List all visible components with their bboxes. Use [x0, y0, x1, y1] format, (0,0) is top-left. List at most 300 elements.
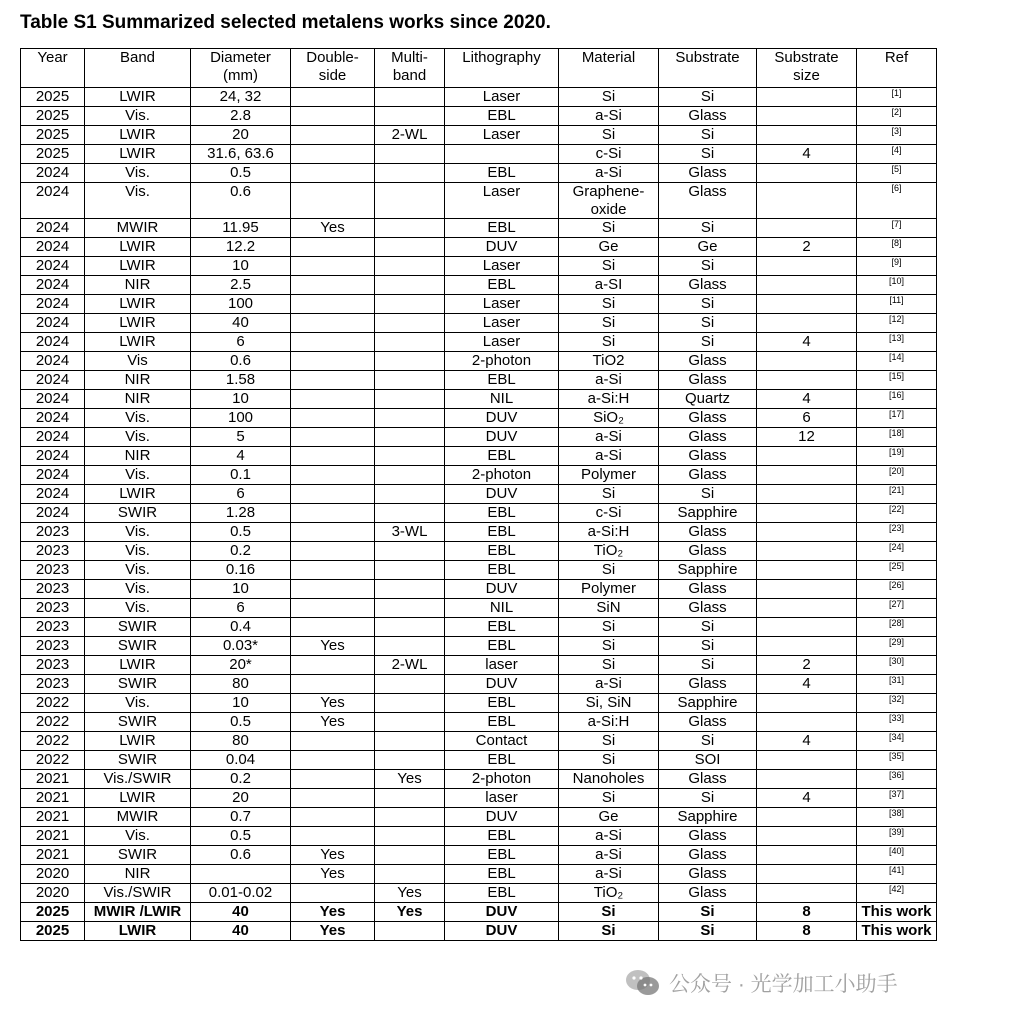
- header-year: Year: [21, 49, 85, 88]
- cell-double-side: [291, 314, 375, 333]
- cell-material: a-SI: [559, 276, 659, 295]
- cell-year: 2022: [21, 694, 85, 713]
- cell-double-side: [291, 409, 375, 428]
- table-row: [21, 409, 937, 428]
- wechat-icon: [625, 968, 661, 998]
- cell-lithography: DUV: [445, 808, 559, 827]
- metalens-table: [20, 48, 937, 941]
- cell-substrate-size: [757, 276, 857, 295]
- cell-double-side: [291, 732, 375, 751]
- cell-ref: [4]: [857, 145, 937, 164]
- cell-ref: [10]: [857, 276, 937, 295]
- cell-substrate-size: [757, 580, 857, 599]
- cell-substrate: Glass: [659, 428, 757, 447]
- cell-lithography: EBL: [445, 865, 559, 884]
- cell-year: 2023: [21, 675, 85, 694]
- cell-multi-band: [375, 713, 445, 732]
- cell-substrate-size: 6: [757, 409, 857, 428]
- cell-band: LWIR: [85, 88, 191, 107]
- cell-multi-band: [375, 238, 445, 257]
- cell-ref: [7]: [857, 219, 937, 238]
- cell-diameter: 6: [191, 599, 291, 618]
- cell-band: SWIR: [85, 618, 191, 637]
- cell-material: Nanoholes: [559, 770, 659, 789]
- cell-band: Vis.: [85, 580, 191, 599]
- cell-ref: [5]: [857, 164, 937, 183]
- cell-double-side: Yes: [291, 846, 375, 865]
- cell-diameter: 0.5: [191, 523, 291, 542]
- cell-year: 2024: [21, 238, 85, 257]
- table-row: [21, 504, 937, 523]
- cell-multi-band: [375, 846, 445, 865]
- cell-double-side: Yes: [291, 637, 375, 656]
- cell-substrate: Glass: [659, 542, 757, 561]
- cell-diameter: 0.2: [191, 770, 291, 789]
- cell-band: LWIR: [85, 485, 191, 504]
- cell-substrate: Si: [659, 637, 757, 656]
- cell-lithography: DUV: [445, 485, 559, 504]
- cell-year: 2020: [21, 865, 85, 884]
- cell-multi-band: 3-WL: [375, 523, 445, 542]
- table-row: [21, 145, 937, 164]
- cell-ref: This work: [857, 922, 937, 941]
- cell-ref: [24]: [857, 542, 937, 561]
- cell-double-side: Yes: [291, 903, 375, 922]
- cell-substrate-size: [757, 770, 857, 789]
- cell-substrate-size: [757, 164, 857, 183]
- cell-lithography: Laser: [445, 314, 559, 333]
- cell-year: 2024: [21, 295, 85, 314]
- table-body: [21, 88, 937, 941]
- header-double-side: Double-side: [291, 49, 375, 88]
- cell-double-side: [291, 352, 375, 371]
- cell-material: Si, SiN: [559, 694, 659, 713]
- cell-material: c-Si: [559, 145, 659, 164]
- cell-year: 2020: [21, 884, 85, 903]
- cell-lithography: NIL: [445, 390, 559, 409]
- cell-band: LWIR: [85, 656, 191, 675]
- cell-double-side: [291, 145, 375, 164]
- table-row: [21, 713, 937, 732]
- cell-multi-band: [375, 333, 445, 352]
- header-band: Band: [85, 49, 191, 88]
- cell-substrate-size: 4: [757, 390, 857, 409]
- cell-substrate-size: [757, 523, 857, 542]
- cell-year: 2022: [21, 713, 85, 732]
- cell-band: LWIR: [85, 126, 191, 145]
- cell-multi-band: [375, 599, 445, 618]
- cell-lithography: DUV: [445, 238, 559, 257]
- cell-substrate: Si: [659, 257, 757, 276]
- cell-multi-band: [375, 675, 445, 694]
- cell-substrate: Si: [659, 295, 757, 314]
- cell-year: 2023: [21, 580, 85, 599]
- cell-diameter: 0.16: [191, 561, 291, 580]
- cell-lithography: DUV: [445, 409, 559, 428]
- cell-double-side: [291, 295, 375, 314]
- cell-material: Si: [559, 295, 659, 314]
- cell-lithography: NIL: [445, 599, 559, 618]
- cell-lithography: Laser: [445, 295, 559, 314]
- cell-diameter: 10: [191, 390, 291, 409]
- cell-double-side: [291, 599, 375, 618]
- cell-substrate-size: [757, 884, 857, 903]
- cell-multi-band: [375, 732, 445, 751]
- cell-band: NIR: [85, 276, 191, 295]
- cell-year: 2023: [21, 523, 85, 542]
- cell-multi-band: [375, 542, 445, 561]
- table-row: [21, 466, 937, 485]
- cell-substrate-size: [757, 466, 857, 485]
- cell-diameter: 0.1: [191, 466, 291, 485]
- table-row: [21, 789, 937, 808]
- cell-substrate-size: 12: [757, 428, 857, 447]
- cell-ref: [42]: [857, 884, 937, 903]
- cell-diameter: 11.95: [191, 219, 291, 238]
- cell-band: Vis.: [85, 542, 191, 561]
- cell-material: SiN: [559, 599, 659, 618]
- cell-material: Si: [559, 618, 659, 637]
- cell-double-side: [291, 88, 375, 107]
- table-row: [21, 846, 937, 865]
- table-row: [21, 675, 937, 694]
- cell-multi-band: [375, 371, 445, 390]
- table-row: [21, 126, 937, 145]
- cell-band: Vis./SWIR: [85, 770, 191, 789]
- cell-multi-band: [375, 865, 445, 884]
- cell-diameter: 40: [191, 922, 291, 941]
- table-row: [21, 257, 937, 276]
- table-row: [21, 808, 937, 827]
- cell-ref: [1]: [857, 88, 937, 107]
- cell-ref: [37]: [857, 789, 937, 808]
- cell-ref: [9]: [857, 257, 937, 276]
- cell-ref: [31]: [857, 675, 937, 694]
- cell-substrate-size: [757, 504, 857, 523]
- cell-substrate-size: [757, 561, 857, 580]
- cell-substrate: Glass: [659, 770, 757, 789]
- cell-diameter: 40: [191, 314, 291, 333]
- cell-band: LWIR: [85, 922, 191, 941]
- cell-year: 2023: [21, 656, 85, 675]
- cell-material: Si: [559, 333, 659, 352]
- cell-band: SWIR: [85, 846, 191, 865]
- cell-diameter: 24, 32: [191, 88, 291, 107]
- table-row: [21, 333, 937, 352]
- cell-substrate-size: 4: [757, 333, 857, 352]
- cell-double-side: [291, 618, 375, 637]
- cell-substrate-size: [757, 314, 857, 333]
- table-row: [21, 542, 937, 561]
- cell-material: Ge: [559, 238, 659, 257]
- cell-year: 2021: [21, 789, 85, 808]
- cell-diameter: 10: [191, 694, 291, 713]
- cell-material: a-Si: [559, 107, 659, 126]
- cell-year: 2024: [21, 371, 85, 390]
- cell-material: TiO2: [559, 352, 659, 371]
- cell-material: a-Si: [559, 428, 659, 447]
- cell-multi-band: 2-WL: [375, 126, 445, 145]
- table-row: [21, 447, 937, 466]
- cell-lithography: DUV: [445, 675, 559, 694]
- cell-ref: [27]: [857, 599, 937, 618]
- cell-year: 2023: [21, 542, 85, 561]
- cell-lithography: DUV: [445, 580, 559, 599]
- cell-lithography: EBL: [445, 618, 559, 637]
- cell-double-side: [291, 504, 375, 523]
- table-row: [21, 390, 937, 409]
- cell-substrate-size: [757, 751, 857, 770]
- cell-ref: [32]: [857, 694, 937, 713]
- cell-double-side: Yes: [291, 865, 375, 884]
- cell-band: LWIR: [85, 314, 191, 333]
- header-multi-band: Multi-band: [375, 49, 445, 88]
- table-row: [21, 164, 937, 183]
- cell-double-side: [291, 390, 375, 409]
- cell-substrate: Glass: [659, 846, 757, 865]
- cell-substrate: Glass: [659, 183, 757, 219]
- cell-substrate-size: [757, 295, 857, 314]
- cell-multi-band: [375, 295, 445, 314]
- cell-band: LWIR: [85, 257, 191, 276]
- cell-ref: [12]: [857, 314, 937, 333]
- cell-substrate: SOI: [659, 751, 757, 770]
- cell-double-side: Yes: [291, 694, 375, 713]
- cell-lithography: Contact: [445, 732, 559, 751]
- cell-material: a-Si: [559, 827, 659, 846]
- cell-substrate: Glass: [659, 352, 757, 371]
- cell-band: SWIR: [85, 637, 191, 656]
- cell-double-side: [291, 827, 375, 846]
- cell-material: a-Si: [559, 865, 659, 884]
- cell-double-side: [291, 238, 375, 257]
- cell-multi-band: [375, 257, 445, 276]
- cell-substrate: Quartz: [659, 390, 757, 409]
- cell-substrate-size: 4: [757, 732, 857, 751]
- cell-double-side: [291, 428, 375, 447]
- cell-diameter: 2.8: [191, 107, 291, 126]
- cell-multi-band: [375, 637, 445, 656]
- cell-year: 2025: [21, 107, 85, 126]
- cell-lithography: DUV: [445, 903, 559, 922]
- cell-ref: [36]: [857, 770, 937, 789]
- table-row: [21, 922, 937, 941]
- cell-year: 2023: [21, 618, 85, 637]
- table-row: [21, 485, 937, 504]
- cell-material: c-Si: [559, 504, 659, 523]
- cell-material: Polymer: [559, 580, 659, 599]
- cell-lithography: DUV: [445, 428, 559, 447]
- cell-diameter: 40: [191, 903, 291, 922]
- cell-diameter: 0.4: [191, 618, 291, 637]
- cell-material: a-Si: [559, 164, 659, 183]
- cell-diameter: 0.03*: [191, 637, 291, 656]
- cell-multi-band: [375, 504, 445, 523]
- table-row: [21, 827, 937, 846]
- table-row: [21, 523, 937, 542]
- cell-band: NIR: [85, 371, 191, 390]
- cell-lithography: Laser: [445, 333, 559, 352]
- cell-ref: [11]: [857, 295, 937, 314]
- cell-band: Vis.: [85, 409, 191, 428]
- cell-lithography: Laser: [445, 257, 559, 276]
- cell-diameter: 0.6: [191, 183, 291, 219]
- cell-diameter: 100: [191, 409, 291, 428]
- cell-multi-band: [375, 164, 445, 183]
- table-row: [21, 183, 937, 219]
- cell-year: 2021: [21, 827, 85, 846]
- cell-band: Vis.: [85, 599, 191, 618]
- cell-material: SiO₂: [559, 409, 659, 428]
- cell-double-side: [291, 164, 375, 183]
- cell-material: Si: [559, 732, 659, 751]
- cell-lithography: 2-photon: [445, 466, 559, 485]
- cell-ref: [14]: [857, 352, 937, 371]
- cell-double-side: Yes: [291, 219, 375, 238]
- cell-substrate-size: [757, 107, 857, 126]
- cell-ref: [26]: [857, 580, 937, 599]
- cell-double-side: [291, 371, 375, 390]
- cell-lithography: [445, 145, 559, 164]
- cell-ref: [23]: [857, 523, 937, 542]
- cell-multi-band: [375, 145, 445, 164]
- cell-band: Vis.: [85, 523, 191, 542]
- cell-year: 2021: [21, 846, 85, 865]
- table-row: [21, 238, 937, 257]
- cell-double-side: [291, 770, 375, 789]
- cell-material: a-Si: [559, 447, 659, 466]
- cell-multi-band: [375, 808, 445, 827]
- cell-lithography: EBL: [445, 542, 559, 561]
- header-material: Material: [559, 49, 659, 88]
- header-ref: Ref: [857, 49, 937, 88]
- cell-material: Si: [559, 485, 659, 504]
- cell-substrate: Si: [659, 333, 757, 352]
- cell-diameter: 20: [191, 126, 291, 145]
- cell-diameter: 4: [191, 447, 291, 466]
- cell-material: a-Si: [559, 371, 659, 390]
- cell-year: 2024: [21, 504, 85, 523]
- cell-lithography: Laser: [445, 88, 559, 107]
- cell-substrate: Glass: [659, 466, 757, 485]
- table-row: [21, 219, 937, 238]
- cell-double-side: [291, 884, 375, 903]
- cell-substrate: Glass: [659, 523, 757, 542]
- cell-lithography: EBL: [445, 219, 559, 238]
- cell-ref: [15]: [857, 371, 937, 390]
- cell-double-side: [291, 580, 375, 599]
- cell-diameter: 1.58: [191, 371, 291, 390]
- header-lithography: Lithography: [445, 49, 559, 88]
- table-row: [21, 732, 937, 751]
- cell-year: 2023: [21, 637, 85, 656]
- cell-substrate: Si: [659, 145, 757, 164]
- cell-band: Vis.: [85, 107, 191, 126]
- cell-multi-band: Yes: [375, 770, 445, 789]
- header-row: [21, 49, 937, 88]
- cell-double-side: [291, 561, 375, 580]
- cell-substrate-size: [757, 352, 857, 371]
- cell-material: Si: [559, 903, 659, 922]
- cell-multi-band: Yes: [375, 884, 445, 903]
- cell-diameter: 20: [191, 789, 291, 808]
- cell-substrate: Glass: [659, 276, 757, 295]
- cell-band: LWIR: [85, 145, 191, 164]
- cell-ref: [18]: [857, 428, 937, 447]
- cell-substrate-size: [757, 257, 857, 276]
- cell-material: a-Si:H: [559, 390, 659, 409]
- cell-material: TiO₂: [559, 884, 659, 903]
- cell-substrate: Si: [659, 126, 757, 145]
- header-substrate-size: Substrate size: [757, 49, 857, 88]
- cell-band: Vis.: [85, 164, 191, 183]
- cell-lithography: EBL: [445, 523, 559, 542]
- cell-lithography: EBL: [445, 371, 559, 390]
- cell-band: Vis.: [85, 466, 191, 485]
- table-row: [21, 884, 937, 903]
- cell-lithography: EBL: [445, 504, 559, 523]
- cell-substrate: Glass: [659, 884, 757, 903]
- cell-substrate-size: [757, 126, 857, 145]
- cell-substrate: Glass: [659, 371, 757, 390]
- cell-band: LWIR: [85, 732, 191, 751]
- cell-lithography: EBL: [445, 107, 559, 126]
- cell-substrate-size: 8: [757, 922, 857, 941]
- cell-substrate-size: [757, 865, 857, 884]
- cell-ref: [17]: [857, 409, 937, 428]
- cell-substrate-size: [757, 713, 857, 732]
- cell-diameter: 0.01-0.02: [191, 884, 291, 903]
- cell-multi-band: [375, 409, 445, 428]
- cell-substrate: Sapphire: [659, 561, 757, 580]
- cell-double-side: [291, 333, 375, 352]
- cell-substrate: Si: [659, 732, 757, 751]
- cell-diameter: 10: [191, 580, 291, 599]
- cell-year: 2025: [21, 126, 85, 145]
- cell-double-side: [291, 257, 375, 276]
- cell-substrate: Glass: [659, 164, 757, 183]
- cell-substrate: Si: [659, 314, 757, 333]
- cell-ref: [8]: [857, 238, 937, 257]
- cell-ref: [29]: [857, 637, 937, 656]
- cell-multi-band: [375, 580, 445, 599]
- cell-substrate: Glass: [659, 865, 757, 884]
- cell-band: LWIR: [85, 333, 191, 352]
- cell-substrate: Si: [659, 485, 757, 504]
- cell-year: 2024: [21, 276, 85, 295]
- cell-material: Si: [559, 257, 659, 276]
- cell-substrate-size: 8: [757, 903, 857, 922]
- cell-band: MWIR /LWIR: [85, 903, 191, 922]
- cell-band: SWIR: [85, 713, 191, 732]
- table-row: [21, 352, 937, 371]
- cell-multi-band: [375, 88, 445, 107]
- cell-band: LWIR: [85, 238, 191, 257]
- table-row: [21, 88, 937, 107]
- cell-lithography: laser: [445, 789, 559, 808]
- cell-lithography: EBL: [445, 884, 559, 903]
- cell-substrate-size: [757, 183, 857, 219]
- cell-year: 2022: [21, 751, 85, 770]
- cell-diameter: [191, 865, 291, 884]
- cell-material: Si: [559, 637, 659, 656]
- cell-lithography: EBL: [445, 827, 559, 846]
- cell-ref: [28]: [857, 618, 937, 637]
- cell-substrate-size: [757, 618, 857, 637]
- cell-double-side: [291, 466, 375, 485]
- cell-ref: [38]: [857, 808, 937, 827]
- cell-double-side: [291, 675, 375, 694]
